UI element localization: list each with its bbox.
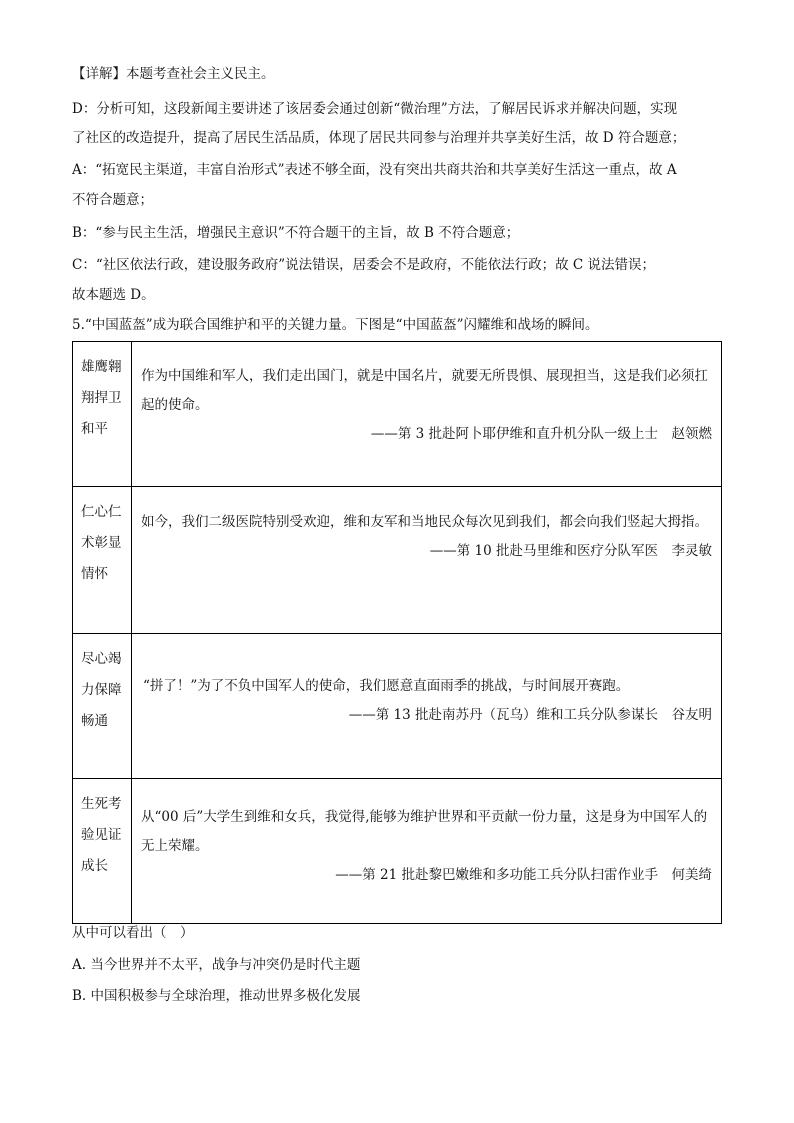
analysis-d-line2: 了社区的改造提升，提高了居民生活品质，体现了居民共同参与治理并共享美好生活，故 D 符合题意； xyxy=(72,130,686,146)
quote-text: 作为中国维和军人，我们走出国门，就是中国名片，就要无所畏惧、展现担当，这是我们必须扛起的使命。 xyxy=(141,368,708,413)
row-content xyxy=(132,779,722,924)
quote-source: ——第 3 批赴阿卜耶伊维和直升机分队一级上士 赵领燃 xyxy=(370,426,712,442)
row-label: 仁心仁术彰显情怀 xyxy=(73,487,132,634)
table-row xyxy=(73,487,722,634)
row-content xyxy=(132,634,722,779)
analysis-d-line1: D：分析可知，这段新闻主要讲述了该居委会通过创新“微治理”方法，了解居民诉求并解决问题，实现 xyxy=(72,101,678,117)
row-label: 尽心竭力保障畅通 xyxy=(73,634,132,779)
quote-table xyxy=(72,341,722,924)
question-stem: 5.“中国蓝盔”成为联合国维护和平的关键力量。下图是“中国蓝盔”闪耀维和战场的瞬间。 xyxy=(72,317,599,333)
quote-text: “拼了！”为了不负中国军人的使命，我们愿意直面雨季的挑战，与时间展开赛跑。 xyxy=(143,678,630,694)
analysis-a-line1: A：“拓宽民主渠道，丰富自治形式”表述不够全面，没有突出共商共治和共享美好生活这一重点，故 A xyxy=(72,162,677,178)
table-row xyxy=(73,634,722,779)
option-a: A. 当今世界并不太平，战争与冲突仍是时代主题 xyxy=(72,957,361,973)
analysis-answer: 故本题选 D。 xyxy=(72,287,155,303)
analysis-b-line: B：“参与民主生活，增强民主意识”不符合题干的主旨，故 B 不符合题意； xyxy=(72,225,520,241)
quote-text: 从“00 后”大学生到维和女兵，我觉得,能够为维护世界和平贡献一份力量，这是身为中国军人的无上荣耀。 xyxy=(141,809,708,854)
question-prompt: 从中可以看出（ ） xyxy=(72,925,194,941)
quote-source: ——第 10 批赴马里维和医疗分队军医 李灵敏 xyxy=(429,543,712,559)
row-label: 生死考验见证成长 xyxy=(73,779,132,924)
table-row xyxy=(73,342,722,487)
analysis-c-line: C：“社区依法行政，建设服务政府”说法错误，居委会不是政府，不能依法行政；故 C 说法错误； xyxy=(72,257,656,273)
option-b: B. 中国积极参与全球治理，推动世界多极化发展 xyxy=(72,988,361,1004)
table-row xyxy=(73,779,722,924)
row-label: 雄鹰翱翔捍卫和平 xyxy=(73,342,132,487)
row-content xyxy=(132,342,722,487)
quote-source: ——第 13 批赴南苏丹（瓦乌）维和工兵分队参谋长 谷友明 xyxy=(348,707,712,723)
analysis-a-line2: 不符合题意； xyxy=(72,192,153,208)
row-content xyxy=(132,487,722,634)
quote-source: ——第 21 批赴黎巴嫩维和多功能工兵分队扫雷作业手 何美绮 xyxy=(335,867,712,883)
analysis-heading: 【详解】本题考查社会主义民主。 xyxy=(72,66,275,82)
quote-text: 如今，我们二级医院特别受欢迎，维和友军和当地民众每次见到我们，都会向我们竖起大拇指。 xyxy=(141,514,708,530)
